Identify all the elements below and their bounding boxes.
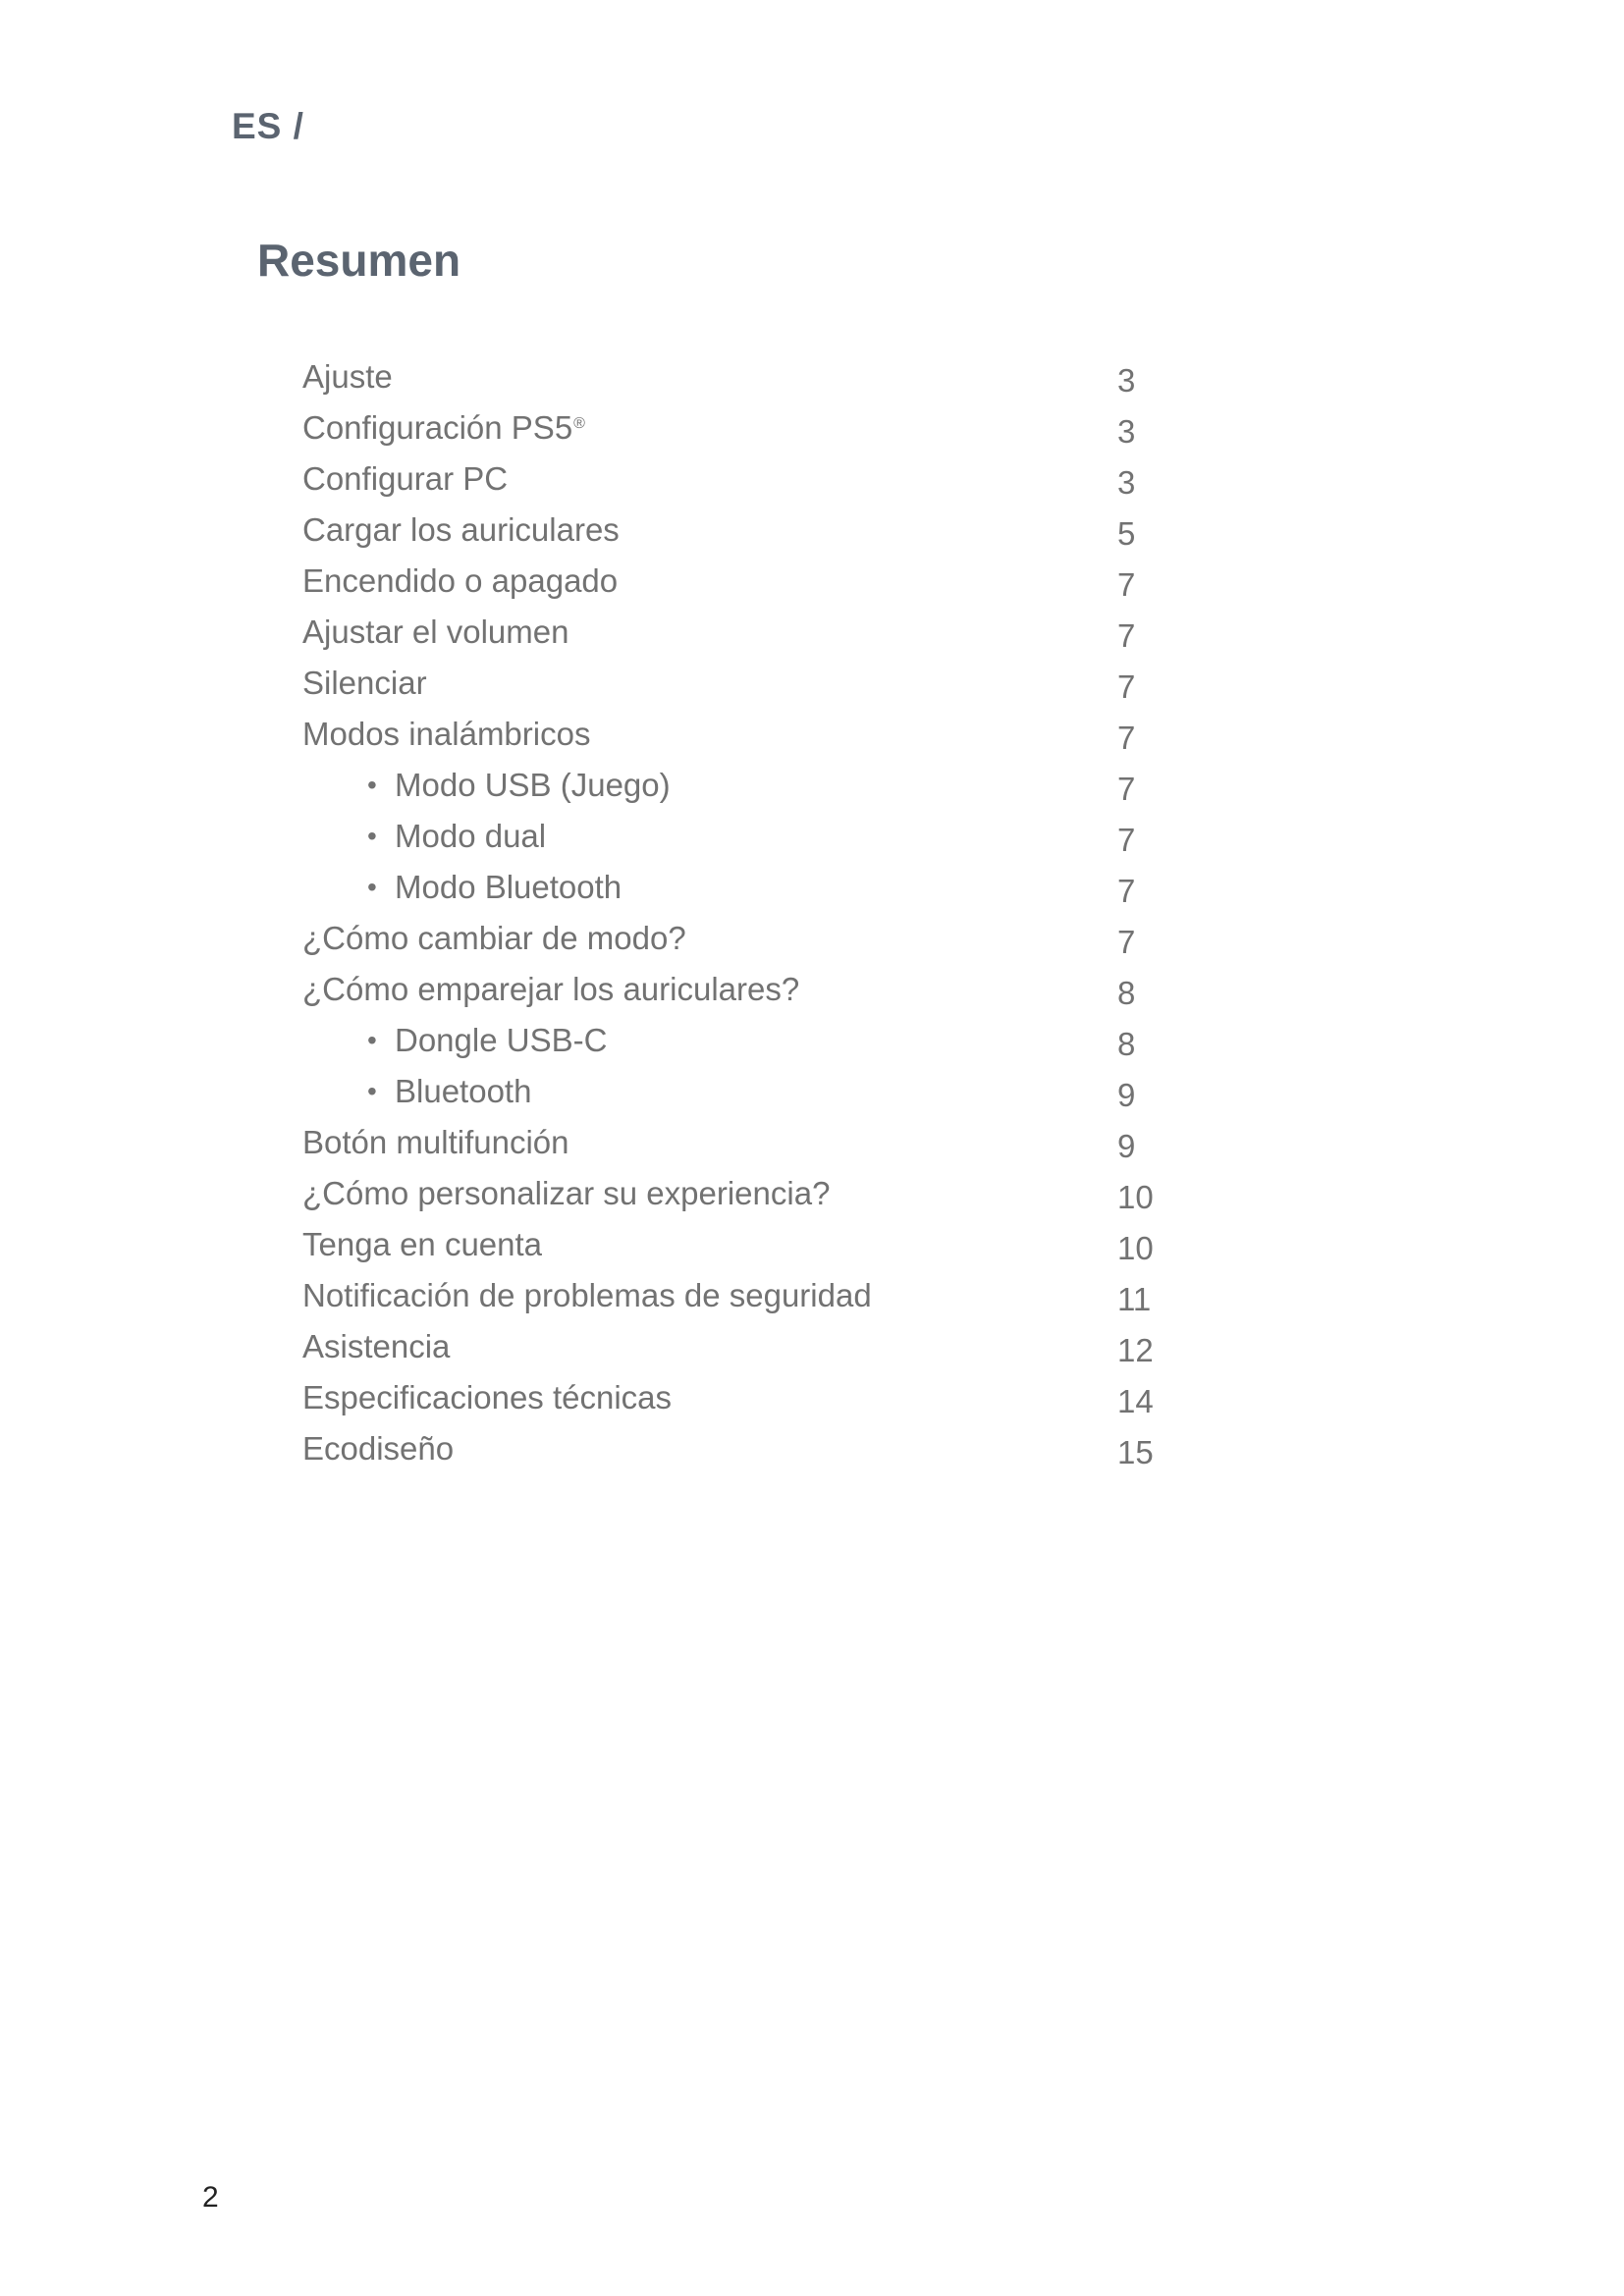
toc-entry-label — [302, 1168, 830, 1219]
toc-entry-text: Modo Bluetooth — [395, 869, 623, 905]
toc-page-number: 7 — [1117, 566, 1136, 603]
bullet-icon: • — [367, 1076, 377, 1106]
toc-entry — [0, 1372, 1624, 1423]
toc-entry-text: Ajuste — [302, 358, 393, 395]
toc-entry — [0, 1168, 1624, 1219]
bullet-icon: • — [367, 821, 377, 851]
toc-page-number: 8 — [1117, 1026, 1136, 1062]
table-of-contents — [0, 351, 1624, 1474]
toc-entry-text: Ecodiseño — [302, 1430, 455, 1467]
toc-page-number: 11 — [1117, 1281, 1152, 1317]
toc-entry-label — [302, 964, 799, 1015]
toc-entry-text: Dongle USB-C — [395, 1022, 608, 1058]
toc-entry-label — [302, 556, 618, 607]
toc-entry-label — [302, 1423, 454, 1474]
toc-entry — [0, 1270, 1624, 1321]
toc-entry-label — [302, 1321, 450, 1372]
toc-entry-label — [302, 913, 686, 964]
toc-entry — [0, 1423, 1624, 1474]
page-number: 2 — [202, 2181, 219, 2214]
toc-entry-label — [302, 1372, 672, 1423]
toc-entry-label — [302, 709, 590, 760]
toc-entry-text: Bluetooth — [395, 1073, 532, 1109]
toc-entry-text: Encendido o apagado — [302, 562, 619, 599]
toc-entry — [0, 1117, 1624, 1168]
toc-entry-label — [302, 351, 393, 402]
toc-entry-text: Tenga en cuenta — [302, 1226, 543, 1262]
toc-entry-text: Modo dual — [395, 818, 547, 854]
toc-entry-text: Modo USB (Juego) — [395, 767, 671, 803]
toc-entry-label — [302, 658, 427, 709]
toc-entry — [0, 556, 1624, 607]
toc-entry-text: ¿Cómo emparejar los auriculares? — [302, 971, 800, 1007]
toc-page-number: 7 — [1117, 822, 1136, 858]
toc-page-number: 7 — [1117, 924, 1136, 960]
toc-entry-text: Modos inalámbricos — [302, 716, 591, 752]
toc-entry — [0, 709, 1624, 760]
toc-page-number: 3 — [1117, 464, 1136, 501]
toc-entry-label — [302, 1117, 569, 1168]
toc-entry-text: Cargar los auriculares — [302, 511, 620, 548]
toc-page-number: 7 — [1117, 668, 1136, 705]
toc-page-number: 14 — [1117, 1383, 1154, 1419]
toc-entry-text: ¿Cómo cambiar de modo? — [302, 920, 686, 956]
page-title: Resumen — [257, 235, 461, 286]
toc-entry-text: ¿Cómo personalizar su experiencia? — [302, 1175, 831, 1211]
bullet-icon: • — [367, 770, 377, 800]
toc-subentry — [0, 1015, 1624, 1066]
toc-page-number: 10 — [1117, 1230, 1154, 1266]
toc-entry — [0, 1219, 1624, 1270]
toc-page-number: 9 — [1117, 1077, 1136, 1113]
toc-entry — [0, 505, 1624, 556]
toc-page-number: 15 — [1117, 1434, 1154, 1470]
toc-entry-label — [302, 454, 508, 505]
toc-entry-label — [302, 505, 620, 556]
toc-page-number: 8 — [1117, 975, 1136, 1011]
toc-page-number: 3 — [1117, 362, 1136, 399]
toc-entry-label — [395, 760, 671, 811]
toc-entry-label — [302, 607, 568, 658]
toc-page-number: 3 — [1117, 413, 1136, 450]
toc-entry — [0, 964, 1624, 1015]
toc-page-number: 7 — [1117, 771, 1136, 807]
toc-entry — [0, 607, 1624, 658]
toc-entry — [0, 1321, 1624, 1372]
toc-entry-label — [395, 811, 546, 862]
toc-entry-label — [395, 862, 622, 913]
toc-entry-label — [395, 1066, 531, 1117]
toc-entry-label — [302, 402, 585, 454]
toc-entry-text: Configuración PS5 — [302, 409, 573, 446]
toc-entry-text: Especificaciones técnicas — [302, 1379, 673, 1415]
registered-mark: ® — [573, 415, 585, 432]
toc-entry — [0, 913, 1624, 964]
toc-page-number: 10 — [1117, 1179, 1154, 1215]
toc-subentry — [0, 811, 1624, 862]
toc-page-number: 9 — [1117, 1128, 1136, 1164]
toc-page-number: 7 — [1117, 873, 1136, 909]
toc-page-number: 7 — [1117, 720, 1136, 756]
toc-entry-label — [395, 1015, 607, 1066]
toc-entry — [0, 658, 1624, 709]
toc-entry-text: Silenciar — [302, 665, 427, 701]
toc-subentry — [0, 1066, 1624, 1117]
language-tag: ES / — [232, 106, 304, 146]
toc-subentry — [0, 862, 1624, 913]
bullet-icon: • — [367, 872, 377, 902]
toc-page-number: 7 — [1117, 617, 1136, 654]
toc-entry-text: Notificación de problemas de seguridad — [302, 1277, 872, 1313]
toc-subentry — [0, 760, 1624, 811]
toc-entry-label — [302, 1219, 542, 1270]
toc-entry-text: Botón multifunción — [302, 1124, 569, 1160]
toc-entry — [0, 454, 1624, 505]
toc-entry-text: Ajustar el volumen — [302, 614, 569, 650]
toc-page-number: 5 — [1117, 515, 1136, 552]
toc-entry — [0, 402, 1624, 454]
toc-entry — [0, 351, 1624, 402]
bullet-icon: • — [367, 1025, 377, 1055]
toc-entry-text: Asistencia — [302, 1328, 451, 1364]
toc-entry-text: Configurar PC — [302, 460, 509, 497]
toc-entry-label — [302, 1270, 872, 1321]
toc-page-number: 12 — [1117, 1332, 1154, 1368]
